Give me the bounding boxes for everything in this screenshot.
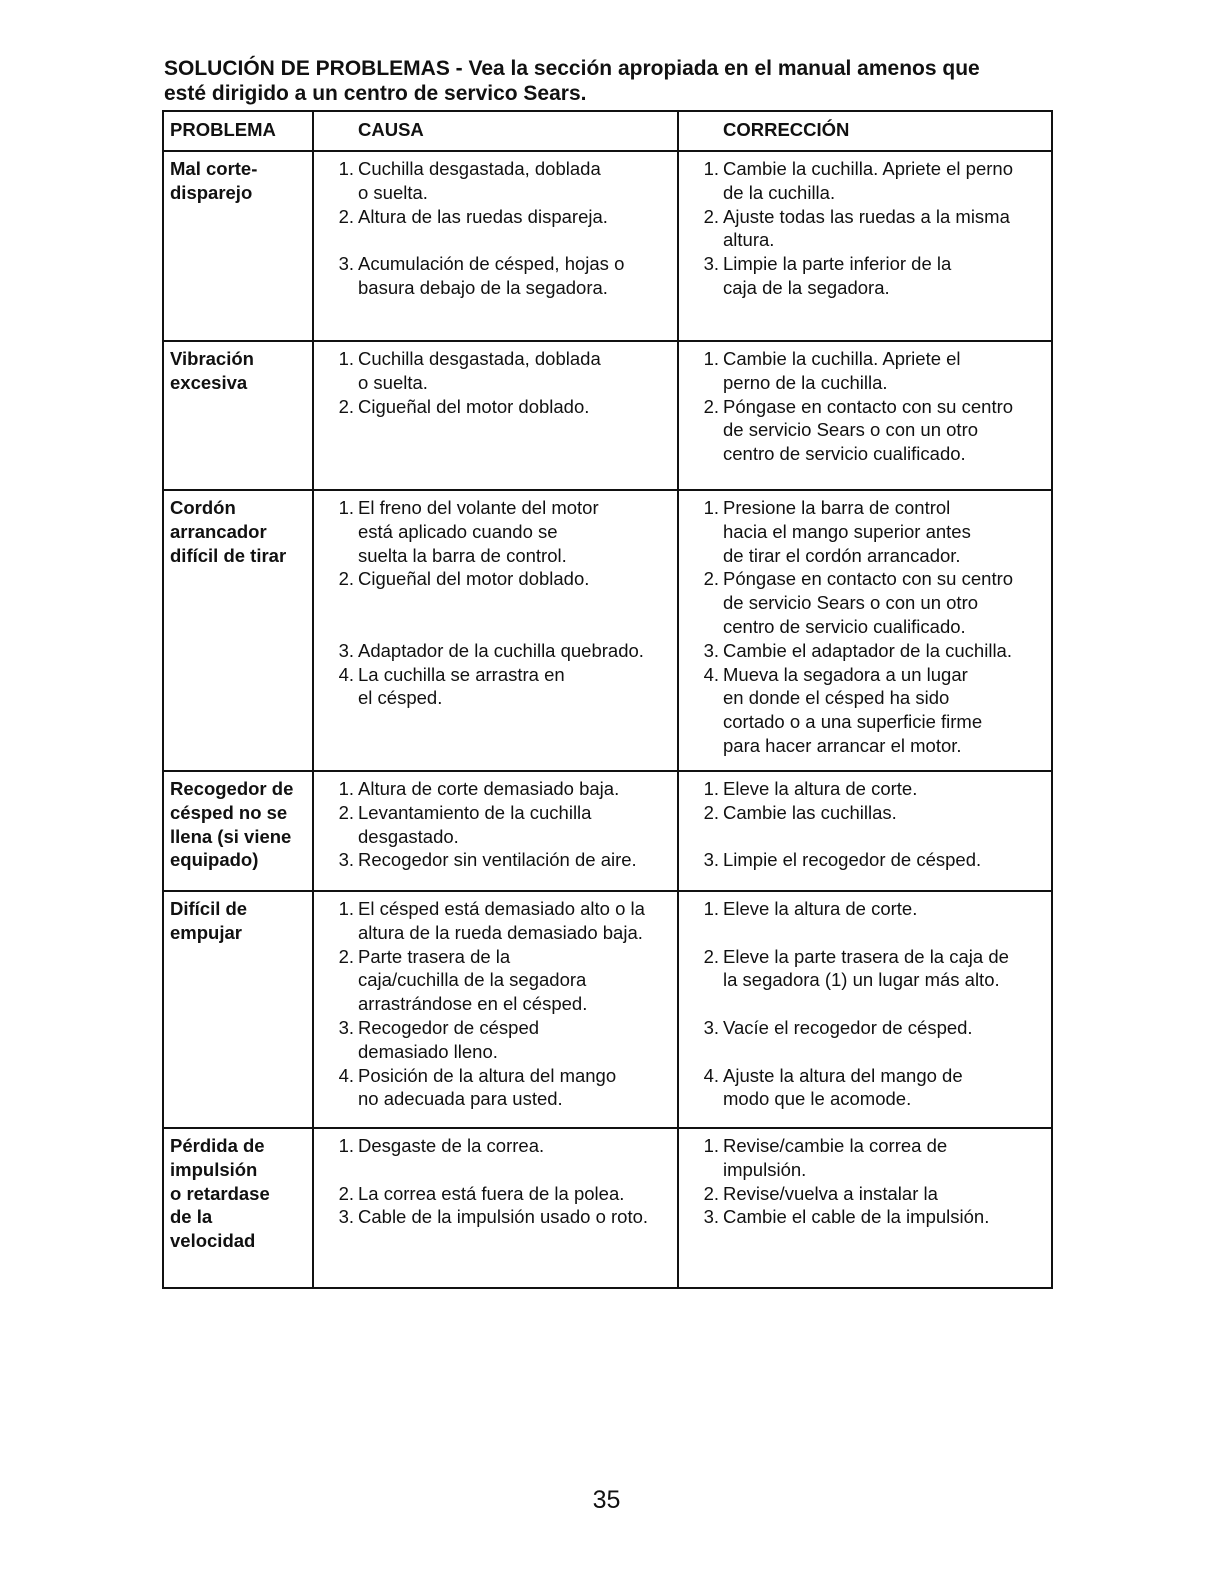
problem-line: Recogedor de bbox=[170, 778, 294, 799]
problem-cell bbox=[163, 891, 313, 1128]
item-text bbox=[723, 1016, 1047, 1040]
item-line: Eleve la altura de corte. bbox=[723, 898, 918, 919]
item-line: Mueva la segadora a un lugar bbox=[723, 663, 968, 685]
correction-item bbox=[683, 801, 1047, 825]
item-number: 2. bbox=[338, 945, 354, 967]
correction-cell bbox=[678, 891, 1052, 1128]
page-number: 35 bbox=[592, 1486, 621, 1514]
item-line: Levantamiento de la cuchilla bbox=[358, 801, 592, 823]
item-text bbox=[723, 945, 1047, 993]
item-line: no adecuada para usted. bbox=[358, 1088, 563, 1110]
problem-line: de la bbox=[170, 1206, 213, 1228]
item-line: Desgaste de la correa. bbox=[358, 1135, 545, 1156]
item-line: demasiado lleno. bbox=[358, 1040, 498, 1062]
item-text bbox=[358, 1134, 673, 1158]
item-number: 3. bbox=[703, 1206, 719, 1228]
item-number: 1. bbox=[338, 348, 354, 369]
item-line: El césped está demasiado alto o la bbox=[358, 898, 645, 919]
cause-cell bbox=[313, 151, 678, 341]
correction-item bbox=[683, 663, 1047, 758]
header-cause: CAUSA bbox=[313, 111, 678, 151]
item-text bbox=[723, 395, 1047, 466]
item-line: hacia el mango superior antes bbox=[723, 520, 971, 542]
item-line: Limpie la parte inferior de la bbox=[723, 253, 952, 275]
item-text bbox=[723, 1205, 1047, 1229]
cause-item bbox=[318, 1064, 673, 1112]
item-line: de la cuchilla. bbox=[723, 181, 836, 203]
item-text bbox=[358, 157, 673, 205]
item-text bbox=[723, 848, 1047, 872]
item-number: 2. bbox=[338, 568, 354, 590]
header-problem: PROBLEMA bbox=[163, 111, 313, 151]
cause-item bbox=[318, 205, 673, 229]
item-text bbox=[358, 395, 673, 419]
item-number: 1. bbox=[703, 778, 719, 799]
problem-line: Difícil de bbox=[170, 898, 248, 919]
item-number: 3. bbox=[703, 849, 719, 871]
item-line: Ajuste la altura del mango de bbox=[723, 1064, 963, 1086]
item-text bbox=[358, 801, 673, 849]
cause-item bbox=[318, 639, 673, 663]
item-line: Cambie la cuchilla. Apriete el bbox=[723, 348, 961, 369]
cause-item bbox=[318, 1205, 673, 1229]
item-number: 2. bbox=[703, 205, 719, 227]
item-line: Altura de corte demasiado baja. bbox=[358, 778, 620, 799]
problem-line: o retardase bbox=[170, 1182, 270, 1204]
correction-item bbox=[683, 205, 1047, 253]
item-line: desgastado. bbox=[358, 825, 459, 847]
correction-item bbox=[683, 1182, 1047, 1206]
item-line: Posición de la altura del mango bbox=[358, 1064, 617, 1086]
item-line: La correa está fuera de la polea. bbox=[358, 1182, 625, 1204]
item-line: caja de la segadora. bbox=[723, 276, 890, 298]
problem-cell bbox=[163, 771, 313, 891]
item-line: Cigueñal del motor doblado. bbox=[358, 395, 590, 417]
item-line: la segadora (1) un lugar más alto. bbox=[723, 969, 1000, 991]
cause-item bbox=[318, 395, 673, 419]
item-line: Cigueñal del motor doblado. bbox=[358, 568, 590, 590]
item-text bbox=[358, 663, 673, 711]
item-number: 1. bbox=[338, 1135, 354, 1156]
correction-item bbox=[683, 252, 1047, 300]
item-line: El freno del volante del motor bbox=[358, 497, 599, 518]
item-line: Eleve la altura de corte. bbox=[723, 778, 918, 799]
problem-line: arrancador bbox=[170, 520, 267, 542]
cause-cell bbox=[313, 490, 678, 771]
problem-cell bbox=[163, 490, 313, 771]
item-text bbox=[723, 801, 1047, 825]
item-number: 2. bbox=[703, 1182, 719, 1204]
correction-item bbox=[683, 945, 1047, 993]
item-line: Revise/vuelva a instalar la bbox=[723, 1182, 938, 1204]
item-text bbox=[723, 567, 1047, 638]
correction-item bbox=[683, 639, 1047, 663]
item-line: impulsión. bbox=[723, 1158, 807, 1180]
table-row bbox=[163, 341, 1052, 490]
table-body bbox=[163, 151, 1052, 1288]
correction-item bbox=[683, 395, 1047, 466]
cause-item bbox=[318, 663, 673, 711]
item-line: arrastrándose en el césped. bbox=[358, 993, 588, 1015]
page-heading bbox=[164, 56, 1064, 106]
item-number: 3. bbox=[338, 849, 354, 871]
item-number: 1. bbox=[338, 158, 354, 179]
item-number: 3. bbox=[338, 1016, 354, 1038]
correction-item bbox=[683, 777, 1047, 801]
item-text bbox=[358, 496, 673, 567]
problem-line: llena (si viene bbox=[170, 825, 292, 847]
item-line: Vacíe el recogedor de césped. bbox=[723, 1016, 973, 1038]
item-number: 2. bbox=[338, 801, 354, 823]
item-text bbox=[358, 567, 673, 591]
cause-item bbox=[318, 777, 673, 801]
item-line: Altura de las ruedas dispareja. bbox=[358, 205, 608, 227]
item-line: en donde el césped ha sido bbox=[723, 687, 950, 709]
correction-item bbox=[683, 1016, 1047, 1040]
correction-item bbox=[683, 1134, 1047, 1182]
item-number: 4. bbox=[703, 1064, 719, 1086]
item-line: basura debajo de la segadora. bbox=[358, 276, 608, 298]
item-text bbox=[358, 1205, 673, 1229]
item-text bbox=[723, 1134, 1047, 1182]
item-number: 4. bbox=[338, 1064, 354, 1086]
item-text bbox=[723, 157, 1047, 205]
item-line: Acumulación de césped, hojas o bbox=[358, 253, 625, 275]
troubleshooting-table bbox=[162, 110, 1053, 1289]
problem-line: disparejo bbox=[170, 181, 253, 203]
item-line: Ajuste todas las ruedas a la misma bbox=[723, 205, 1010, 227]
item-line: de servicio Sears o con un otro bbox=[723, 592, 979, 614]
item-number: 2. bbox=[703, 945, 719, 967]
correction-cell bbox=[678, 771, 1052, 891]
problem-line: impulsión bbox=[170, 1158, 258, 1180]
item-line: Cambie la cuchilla. Apriete el perno bbox=[723, 158, 1013, 179]
problem-line: velocidad bbox=[170, 1230, 256, 1252]
problem-cell bbox=[163, 1128, 313, 1288]
item-line: Póngase en contacto con su centro bbox=[723, 395, 1014, 417]
item-line: altura. bbox=[723, 229, 775, 251]
problem-cell bbox=[163, 151, 313, 341]
correction-cell bbox=[678, 341, 1052, 490]
item-number: 1. bbox=[703, 497, 719, 518]
correction-item bbox=[683, 157, 1047, 205]
item-number: 1. bbox=[703, 1135, 719, 1156]
problem-line: Cordón bbox=[170, 497, 236, 518]
item-text bbox=[358, 347, 673, 395]
table-row bbox=[163, 771, 1052, 891]
item-line: altura de la rueda demasiado baja. bbox=[358, 921, 643, 943]
item-text bbox=[723, 897, 1047, 921]
item-line: Cambie el cable de la impulsión. bbox=[723, 1206, 990, 1228]
item-line: Eleve la parte trasera de la caja de bbox=[723, 945, 1009, 967]
item-text bbox=[358, 945, 673, 1016]
cause-item bbox=[318, 1134, 673, 1158]
problem-line: Mal corte- bbox=[170, 158, 258, 179]
correction-item bbox=[683, 347, 1047, 395]
heading-line: esté dirigido a un centro de servico Sears. bbox=[164, 82, 587, 105]
item-line: Limpie el recogedor de césped. bbox=[723, 849, 982, 871]
cause-cell bbox=[313, 341, 678, 490]
item-line: centro de servicio cualificado. bbox=[723, 615, 966, 637]
cause-item bbox=[318, 801, 673, 849]
item-line: La cuchilla se arrastra en bbox=[358, 663, 565, 685]
item-text bbox=[723, 496, 1047, 567]
item-number: 2. bbox=[338, 205, 354, 227]
item-number: 3. bbox=[338, 253, 354, 275]
correction-item bbox=[683, 1205, 1047, 1229]
problem-line: césped no se bbox=[170, 801, 288, 823]
item-number: 1. bbox=[703, 348, 719, 369]
problem-line: Vibración bbox=[170, 348, 254, 369]
table-row bbox=[163, 490, 1052, 771]
item-text bbox=[358, 848, 673, 872]
item-number: 1. bbox=[703, 898, 719, 919]
item-text bbox=[723, 347, 1047, 395]
problem-line: difícil de tirar bbox=[170, 544, 287, 566]
item-text bbox=[723, 777, 1047, 801]
item-line: Adaptador de la cuchilla quebrado. bbox=[358, 639, 644, 661]
item-text bbox=[358, 639, 673, 663]
item-text bbox=[723, 639, 1047, 663]
cause-item bbox=[318, 848, 673, 872]
item-line: el césped. bbox=[358, 687, 443, 709]
item-number: 2. bbox=[703, 568, 719, 590]
item-line: perno de la cuchilla. bbox=[723, 371, 888, 393]
item-line: de tirar el cordón arrancador. bbox=[723, 544, 961, 566]
item-text bbox=[358, 252, 673, 300]
cause-item bbox=[318, 347, 673, 395]
correction-item bbox=[683, 897, 1047, 921]
item-line: Cuchilla desgastada, doblada bbox=[358, 158, 601, 179]
item-line: o suelta. bbox=[358, 181, 428, 203]
cause-item bbox=[318, 157, 673, 205]
table-header-row bbox=[163, 111, 1052, 151]
item-number: 3. bbox=[703, 253, 719, 275]
item-line: Parte trasera de la bbox=[358, 945, 511, 967]
item-line: o suelta. bbox=[358, 371, 428, 393]
problem-line: empujar bbox=[170, 921, 242, 943]
item-text bbox=[358, 777, 673, 801]
header-correction: CORRECCIÓN bbox=[678, 111, 1052, 151]
correction-item bbox=[683, 1064, 1047, 1112]
item-number: 3. bbox=[703, 639, 719, 661]
item-line: para hacer arrancar el motor. bbox=[723, 734, 962, 756]
item-text bbox=[358, 1016, 673, 1064]
item-text bbox=[723, 252, 1047, 300]
item-text bbox=[358, 1064, 673, 1112]
item-line: cortado o a una superficie firme bbox=[723, 711, 983, 733]
item-text bbox=[723, 663, 1047, 758]
correction-item bbox=[683, 567, 1047, 638]
item-text bbox=[358, 1182, 673, 1206]
cause-item bbox=[318, 252, 673, 300]
item-line: caja/cuchilla de la segadora bbox=[358, 969, 587, 991]
correction-cell bbox=[678, 1128, 1052, 1288]
item-number: 2. bbox=[338, 1182, 354, 1204]
problem-line: excesiva bbox=[170, 371, 248, 393]
cause-cell bbox=[313, 891, 678, 1128]
item-line: Cambie las cuchillas. bbox=[723, 801, 897, 823]
item-text bbox=[723, 1182, 1047, 1206]
cause-cell bbox=[313, 771, 678, 891]
cause-item bbox=[318, 496, 673, 567]
item-number: 3. bbox=[703, 1016, 719, 1038]
cause-item bbox=[318, 1182, 673, 1206]
item-line: Recogedor de césped bbox=[358, 1016, 540, 1038]
item-number: 4. bbox=[338, 663, 354, 685]
problem-line: Pérdida de bbox=[170, 1135, 265, 1156]
correction-cell bbox=[678, 490, 1052, 771]
item-number: 1. bbox=[338, 497, 354, 518]
item-line: está aplicado cuando se bbox=[358, 520, 558, 542]
cause-item bbox=[318, 897, 673, 945]
cause-item bbox=[318, 945, 673, 1016]
item-line: modo que le acomode. bbox=[723, 1088, 912, 1110]
correction-item bbox=[683, 496, 1047, 567]
item-line: suelta la barra de control. bbox=[358, 544, 567, 566]
table-row bbox=[163, 1128, 1052, 1288]
item-number: 4. bbox=[703, 663, 719, 685]
item-number: 1. bbox=[338, 778, 354, 799]
item-line: de servicio Sears o con un otro bbox=[723, 419, 979, 441]
problem-cell bbox=[163, 341, 313, 490]
item-line: Cable de la impulsión usado o roto. bbox=[358, 1206, 649, 1228]
item-line: Cambie el adaptador de la cuchilla. bbox=[723, 639, 1012, 661]
correction-item bbox=[683, 848, 1047, 872]
item-line: Póngase en contacto con su centro bbox=[723, 568, 1014, 590]
item-line: Cuchilla desgastada, doblada bbox=[358, 348, 601, 369]
item-line: centro de servicio cualificado. bbox=[723, 443, 966, 465]
item-text bbox=[358, 897, 673, 945]
table-row bbox=[163, 891, 1052, 1128]
item-number: 3. bbox=[338, 1206, 354, 1228]
item-number: 1. bbox=[338, 898, 354, 919]
item-number: 2. bbox=[338, 395, 354, 417]
item-number: 2. bbox=[703, 395, 719, 417]
heading-line: SOLUCIÓN DE PROBLEMAS - Vea la sección apropiada en el manual amenos que bbox=[164, 57, 980, 80]
item-number: 1. bbox=[703, 158, 719, 179]
table-row bbox=[163, 151, 1052, 341]
item-line: Revise/cambie la correa de bbox=[723, 1135, 948, 1156]
cause-cell bbox=[313, 1128, 678, 1288]
cause-item bbox=[318, 567, 673, 591]
item-text bbox=[358, 205, 673, 229]
item-text bbox=[723, 1064, 1047, 1112]
correction-cell bbox=[678, 151, 1052, 341]
cause-item bbox=[318, 1016, 673, 1064]
item-number: 3. bbox=[338, 639, 354, 661]
item-line: Recogedor sin ventilación de aire. bbox=[358, 849, 637, 871]
item-number: 2. bbox=[703, 801, 719, 823]
problem-line: equipado) bbox=[170, 849, 259, 871]
item-line: Presione la barra de control bbox=[723, 497, 951, 518]
item-text bbox=[723, 205, 1047, 253]
